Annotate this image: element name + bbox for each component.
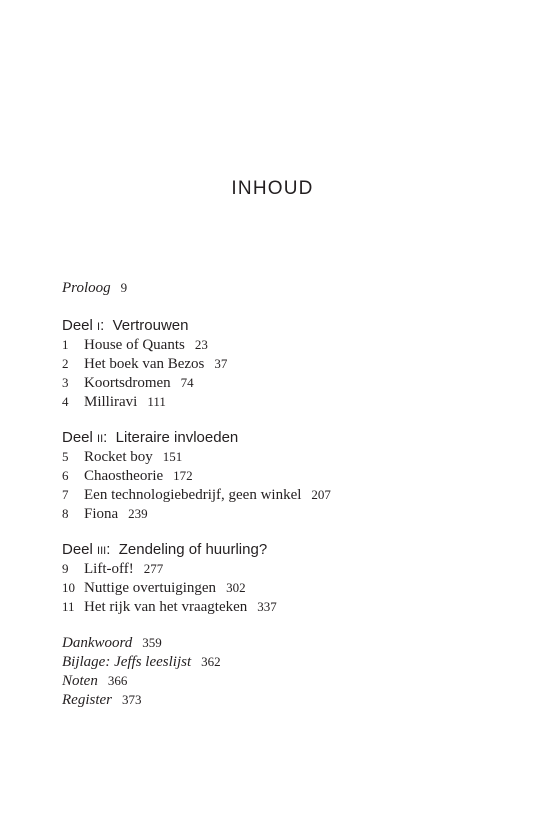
backmatter-page: 359 bbox=[142, 635, 162, 650]
chapter-title: Nuttige overtuigingen bbox=[84, 580, 217, 596]
chapter-title: Een technologiebedrijf, geen winkel bbox=[84, 487, 302, 503]
chapter-title: Koortsdromen bbox=[84, 375, 171, 391]
part-label: Deel bbox=[62, 541, 93, 558]
chapter-title: Chaostheorie bbox=[84, 468, 164, 484]
toc-entry bbox=[62, 485, 502, 504]
table-of-contents bbox=[62, 278, 502, 709]
chapter-number: 3 bbox=[62, 375, 69, 390]
chapter-title: House of Quants bbox=[84, 337, 185, 353]
chapter-title: Het rijk van het vraagteken bbox=[84, 599, 248, 615]
toc-entry-backmatter bbox=[62, 690, 502, 709]
part-title: Zendeling of huurling? bbox=[118, 541, 268, 558]
backmatter-title: Dankwoord bbox=[62, 635, 133, 651]
part-label: Deel bbox=[62, 429, 93, 446]
backmatter-title: Noten bbox=[62, 673, 98, 689]
toc-entry-backmatter bbox=[62, 633, 502, 652]
backmatter-title: Bijlage: Jeffs leeslijst bbox=[62, 654, 192, 670]
chapter-page: 37 bbox=[214, 356, 228, 371]
toc-entry bbox=[62, 559, 502, 578]
chapter-page: 74 bbox=[180, 375, 194, 390]
chapter-number: 4 bbox=[62, 394, 69, 409]
toc-entry bbox=[62, 335, 502, 354]
part-numeral: III bbox=[97, 545, 107, 557]
part-numeral: II bbox=[97, 433, 104, 445]
toc-entry-title: Proloog bbox=[62, 280, 111, 296]
chapter-title: Rocket boy bbox=[84, 449, 153, 465]
chapter-title: Fiona bbox=[84, 506, 119, 522]
chapter-number: 6 bbox=[62, 468, 69, 483]
chapter-page: 239 bbox=[128, 506, 148, 521]
backmatter-page: 366 bbox=[107, 673, 128, 688]
chapter-page: 277 bbox=[143, 561, 164, 576]
toc-entry bbox=[62, 597, 502, 616]
chapter-page: 337 bbox=[257, 599, 277, 614]
chapter-page: 151 bbox=[162, 449, 183, 464]
chapter-number: 10 bbox=[62, 580, 75, 595]
toc-entry bbox=[62, 578, 502, 597]
toc-entry-page: 9 bbox=[120, 280, 128, 295]
page-title: INHOUD bbox=[231, 178, 314, 199]
backmatter-page: 362 bbox=[201, 654, 221, 669]
part-numeral: I bbox=[97, 321, 101, 333]
toc-entry-prologue bbox=[62, 278, 502, 297]
toc-entry bbox=[62, 466, 502, 485]
chapter-title: Milliravi bbox=[84, 394, 138, 410]
part-title: Literaire invloeden bbox=[115, 429, 239, 446]
toc-entry bbox=[62, 354, 502, 373]
part-title: Vertrouwen bbox=[112, 317, 189, 334]
chapter-number: 5 bbox=[62, 449, 69, 464]
chapter-number: 8 bbox=[62, 506, 69, 521]
toc-entry bbox=[62, 373, 502, 392]
part-heading-2: Deel II: Literaire invloeden bbox=[62, 429, 239, 446]
part-label: Deel bbox=[62, 317, 93, 334]
chapter-page: 302 bbox=[226, 580, 246, 595]
chapter-page: 207 bbox=[311, 487, 331, 502]
chapter-number: 7 bbox=[62, 487, 69, 502]
part-heading-1: Deel I: Vertrouwen bbox=[62, 317, 189, 334]
chapter-number: 9 bbox=[62, 561, 69, 576]
toc-entry-backmatter bbox=[62, 652, 502, 671]
chapter-page: 172 bbox=[173, 468, 193, 483]
backmatter-page: 373 bbox=[122, 692, 142, 707]
toc-entry bbox=[62, 447, 502, 466]
chapter-number: 2 bbox=[62, 356, 69, 371]
backmatter-title: Register bbox=[62, 692, 112, 708]
part-heading-3: Deel III: Zendeling of huurling? bbox=[62, 541, 268, 558]
chapter-title: Lift-off! bbox=[84, 561, 134, 577]
toc-entry-backmatter bbox=[62, 671, 502, 690]
chapter-page: 111 bbox=[147, 394, 166, 409]
toc-entry bbox=[62, 504, 502, 523]
chapter-number: 1 bbox=[62, 337, 69, 352]
chapter-number: 11 bbox=[62, 599, 75, 614]
toc-entry bbox=[62, 392, 502, 411]
chapter-title: Het boek van Bezos bbox=[84, 356, 205, 372]
chapter-page: 23 bbox=[194, 337, 208, 352]
